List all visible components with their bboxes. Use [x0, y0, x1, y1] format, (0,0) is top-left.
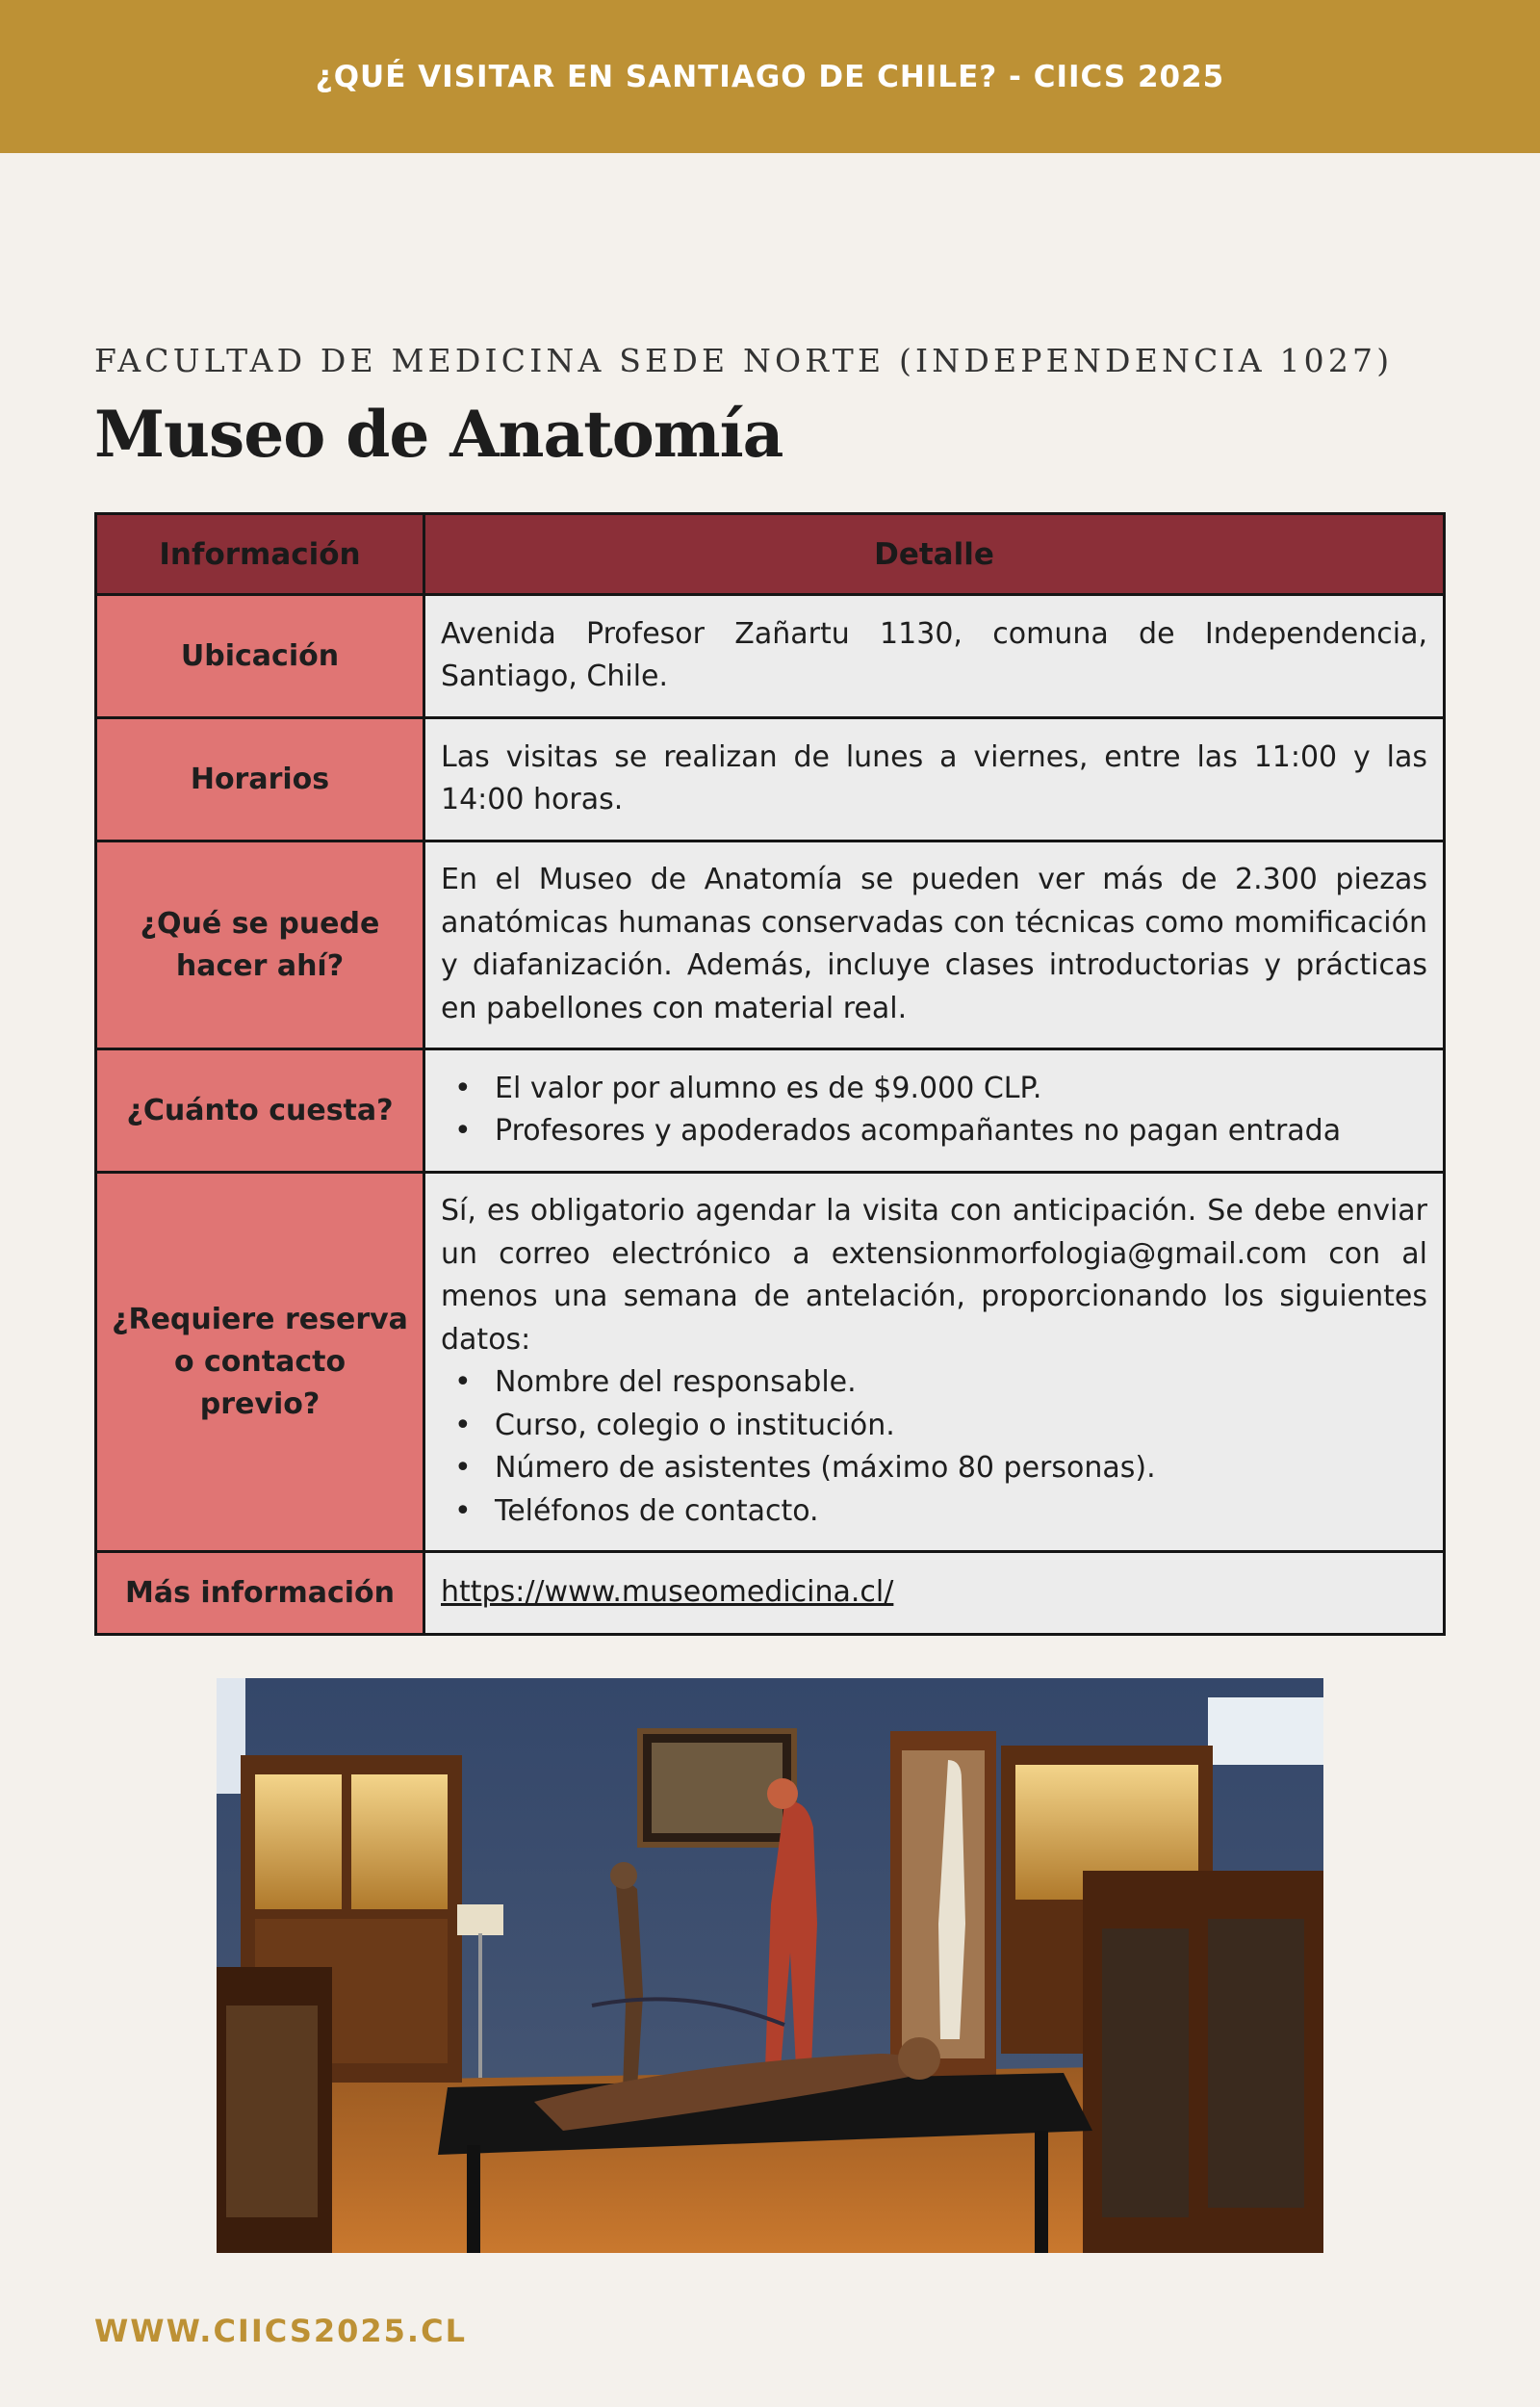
list-item: • Curso, colegio o institución. [441, 1405, 1427, 1448]
table-row [96, 718, 1445, 841]
cost-list [441, 1068, 1427, 1153]
table-header-row [96, 514, 1445, 595]
row-label-horarios: Horarios [96, 718, 424, 841]
table-row [96, 1173, 1445, 1552]
list-item: • El valor por alumno es de $9.000 CLP. [441, 1068, 1427, 1111]
info-table [94, 512, 1446, 1636]
footer-url: WWW.CIICS2025.CL [94, 2313, 467, 2349]
table-row [96, 841, 1445, 1049]
header-title: ¿QUÉ VISITAR EN SANTIAGO DE CHILE? - CIICS 2025 [315, 59, 1225, 94]
list-item: • Número de asistentes (máximo 80 personas). [441, 1447, 1427, 1490]
anatomy-museum-illustration [217, 1678, 1323, 2253]
row-label-que-hacer: ¿Qué se puede hacer ahí? [96, 841, 424, 1049]
list-item: • Profesores y apoderados acompañantes no pagan entrada [441, 1110, 1427, 1153]
row-value-reserva [424, 1173, 1445, 1552]
reserva-text: Sí, es obligatorio agendar la visita con anticipación. Se debe enviar un correo electrónico a extensionmorfologia@gmail.com con al menos una semana de antelación, proporcionando los siguientes datos: [441, 1194, 1427, 1357]
table-row [96, 1049, 1445, 1173]
row-value-costo [424, 1049, 1445, 1173]
table-row [96, 595, 1445, 718]
row-value-que-hacer: En el Museo de Anatomía se pueden ver más de 2.300 piezas anatómicas humanas conservadas con técnicas como momificación y diafanización. Además, incluye clases introductorias y prácticas en pabellones con material real. [424, 841, 1445, 1049]
reserva-list [441, 1361, 1427, 1533]
list-item: • Teléfonos de contacto. [441, 1490, 1427, 1534]
page-title: Museo de Anatomía [94, 397, 783, 472]
list-item: • Nombre del responsable. [441, 1361, 1427, 1405]
row-label-ubicacion: Ubicación [96, 595, 424, 718]
row-value-horarios: Las visitas se realizan de lunes a viernes, entre las 11:00 y las 14:00 horas. [424, 718, 1445, 841]
table-row [96, 1552, 1445, 1635]
column-header-detalle: Detalle [424, 514, 1445, 595]
page-header [0, 0, 1540, 153]
row-label-mas-info: Más información [96, 1552, 424, 1635]
museum-photo [217, 1678, 1323, 2253]
row-value-mas-info [424, 1552, 1445, 1635]
row-label-reserva: ¿Requiere reserva o contacto previo? [96, 1173, 424, 1552]
row-value-ubicacion: Avenida Profesor Zañartu 1130, comuna de Independencia, Santiago, Chile. [424, 595, 1445, 718]
section-kicker: FACULTAD DE MEDICINA SEDE NORTE (INDEPENDENCIA 1027) [94, 342, 1394, 379]
column-header-informacion: Información [96, 514, 424, 595]
row-label-costo: ¿Cuánto cuesta? [96, 1049, 424, 1173]
museum-website-link[interactable]: https://www.museomedicina.cl/ [441, 1574, 894, 1609]
